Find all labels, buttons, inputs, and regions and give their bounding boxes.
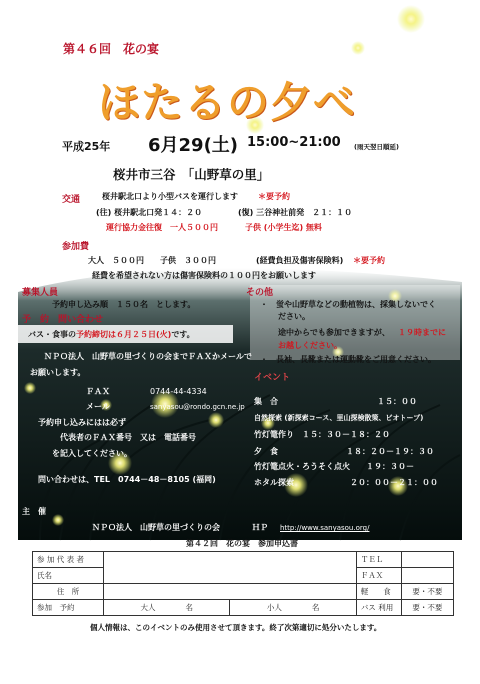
event-row-0-time: １５：００ — [377, 397, 417, 406]
form-fax-label: ＦＡＸ — [356, 568, 401, 584]
event-row-3-name: 夕 食 — [254, 447, 278, 456]
contact-line3: お願いします。 — [30, 368, 86, 377]
fee-note: (経費負担及傷害保険料) — [256, 256, 344, 265]
form-reserve-label: 参加 予約 — [33, 600, 104, 616]
event-time: 15:00~21:00 — [247, 135, 341, 150]
event-row-1-name: 自然探索 (新探索コース、里山探検散策、ビオトープ) — [254, 414, 424, 422]
fee-reservation-note: ＊要予約 — [353, 256, 385, 265]
other-bullet2a: 途中からでも参加できますが、 — [278, 328, 390, 337]
apply-line2: 代表者のＦＡＸ番号 又は 電話番号 — [60, 433, 196, 442]
event-row-5-name: ホタル探索 — [254, 478, 294, 487]
contact-line1-prefix: バス・食事の — [28, 330, 76, 339]
inquiry-tel: 問い合わせは、TEL 0744－48－8105 (福岡) — [38, 475, 216, 484]
edition-label: 第４６回 花の宴 — [63, 42, 160, 56]
event-location: 桜井市三谷 「山野草の里」 — [113, 167, 270, 182]
contact-line1-suffix: です。 — [171, 330, 195, 339]
events-heading: イベント — [254, 373, 291, 383]
event-row-0-name: 集 合 — [254, 397, 278, 406]
organizer-name: ＮＰＯ法人 山野草の里づくりの会 — [92, 523, 220, 532]
mail-label: メール — [86, 402, 110, 411]
form-meal-option[interactable]: 要・不要 — [401, 584, 453, 600]
form-meal-label: 軽 食 — [356, 584, 401, 600]
form-tel-label: ＴＥＬ — [356, 552, 401, 568]
traffic-heading: 交通 — [62, 195, 81, 205]
form-name-input[interactable] — [104, 552, 357, 584]
organizer-url[interactable]: http://www.sanyasou.org/ — [280, 524, 370, 532]
event-row-3-time: １８：２０－１９：３０ — [346, 447, 434, 456]
recruit-heading: 募集人員 — [22, 288, 59, 298]
other-bullet2b: １９時までに — [398, 328, 446, 337]
event-title: ほたるの夕べ — [98, 78, 357, 127]
form-bus-label: バス 利用 — [356, 600, 401, 616]
privacy-note: 個人情報は、このイベントのみ使用させて頂きます。終了次第適切に処分いたします。 — [90, 623, 382, 632]
fee-line: 大人 ５００円 子供 ３００円 — [88, 256, 216, 265]
traffic-fare-child: 子供 (小学生迄) 無料 — [245, 223, 322, 232]
form-address-input[interactable] — [104, 584, 357, 600]
other-heading: その他 — [246, 288, 274, 298]
other-bullet2c: お越しください。 — [278, 341, 342, 350]
event-row-4-name: 竹灯篭点火・ろうそく点火 — [254, 462, 350, 471]
traffic-fare: 運行協力金往復 一人５００円 — [106, 223, 218, 232]
apply-line3: を記入してください。 — [52, 449, 132, 458]
contact-line1 — [28, 330, 195, 340]
traffic-return: (復) 三谷神社前発 ２１：１０ — [238, 208, 353, 217]
form-fax-input[interactable] — [401, 568, 453, 584]
event-row-2-name: 竹灯篭作り １５：３０－１８：２０ — [254, 430, 390, 439]
event-date: 6月29(土) — [148, 135, 239, 156]
other-bullet3: ・ 長袖、長靴または運動靴をご用意ください。 — [260, 355, 436, 364]
event-row-4-time: １９：３０－ — [366, 462, 414, 471]
form-bus-option[interactable]: 要・不要 — [401, 600, 453, 616]
organizer-heading: 主 催 — [22, 507, 46, 516]
reservation-deadline: 予約締切は６月２５日(火) — [76, 330, 172, 339]
event-row-5-time: ２０：００－２１：００ — [350, 478, 438, 487]
fee-line2: 経費を希望されない方は傷害保険料の１００円をお願いします — [92, 271, 316, 280]
fax-label: ＦＡＸ — [86, 387, 110, 396]
form-tel-input[interactable] — [401, 552, 453, 568]
recruit-line: 予約申し込み順 １５０名 とします。 — [52, 300, 196, 309]
other-bullet1a: ・ 蛍や山野草などの動植物は、採集しないでく — [260, 300, 436, 309]
apply-line1: 予約申し込みにはは必ず — [38, 418, 126, 427]
form-rep-label: 参 加 代 表 者 — [33, 552, 104, 568]
contact-heading: 予 約 問い合わせ — [22, 315, 104, 325]
form-name-label: 氏名 — [33, 568, 104, 584]
fee-heading: 参加費 — [62, 242, 90, 252]
form-address-label: 住 所 — [33, 584, 104, 600]
date-era: 平成25年 — [62, 140, 111, 153]
application-form — [32, 551, 454, 616]
contact-line2: ＮＰＯ法人 山野草の里づくりの会までＦＡＸかメールで — [44, 352, 252, 361]
organizer-hp-label: ＨＰ — [252, 523, 268, 532]
rain-note: (雨天翌日順延) — [354, 143, 399, 151]
fax-number: 0744-44-4334 — [150, 387, 207, 396]
form-adult-count[interactable]: 大人 名 — [104, 600, 230, 616]
mail-address[interactable]: sanyasou@rondo.gcn.ne.jp — [150, 403, 245, 411]
form-title: 第４２回 花の宴 参加申込書 — [186, 539, 298, 548]
traffic-line1: 桜井駅北口より小型バスを運行します — [102, 192, 238, 201]
form-child-count[interactable]: 小人 名 — [230, 600, 356, 616]
traffic-outbound: (往) 桜井駅北口発１４：２０ — [96, 208, 203, 217]
other-bullet1b: ださい。 — [278, 312, 310, 321]
traffic-reservation-note: ＊要予約 — [258, 192, 290, 201]
